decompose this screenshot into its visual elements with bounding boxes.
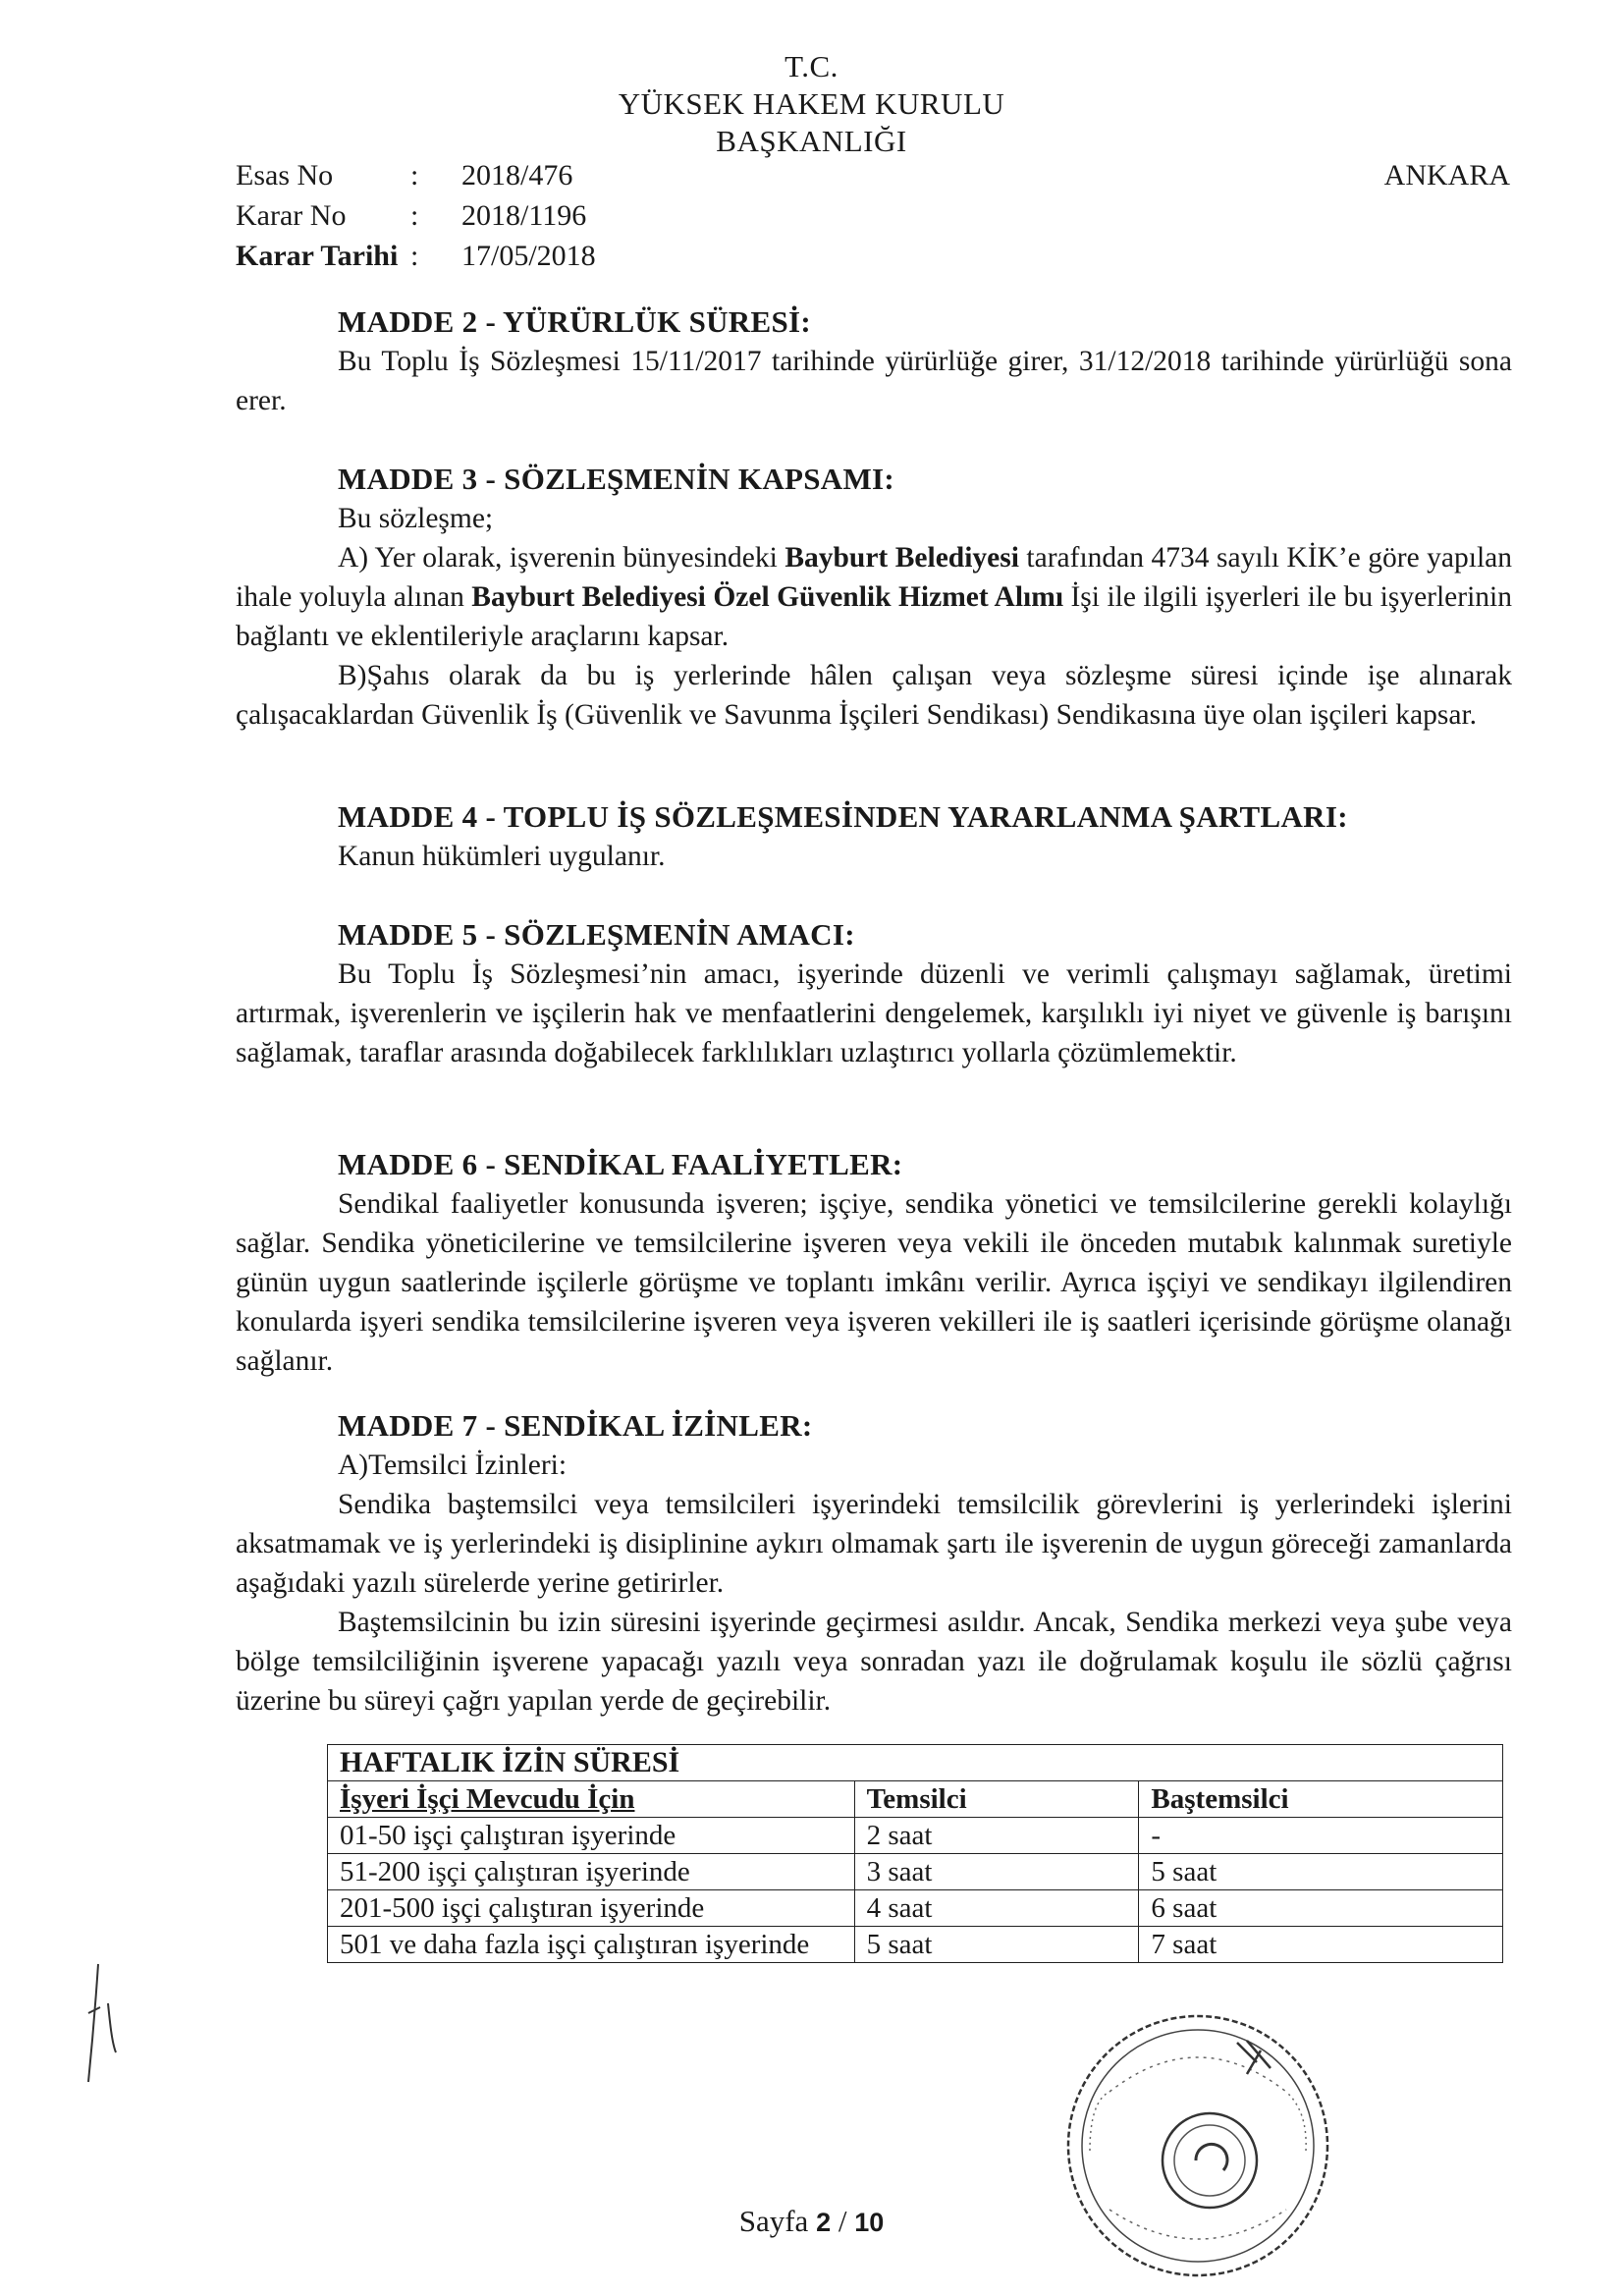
table-header-row [328,1781,1503,1818]
article-paragraph: Bu sözleşme; [338,503,494,534]
case-metadata [236,155,596,276]
table-caption: HAFTALIK İZİN SÜRESİ [328,1745,1503,1781]
article-7 [236,1406,1512,1721]
header-tc: T.C. [784,49,839,83]
page-footer [0,2204,1623,2239]
article-title: MADDE 6 - SENDİKAL FAALİYETLER: [338,1147,903,1181]
meta-value: 2018/476 [461,159,573,191]
column-header: Temsilci [854,1781,1139,1818]
article-title: MADDE 7 - SENDİKAL İZİNLER: [338,1408,813,1443]
karar-tarihi-row [236,236,596,276]
text-run: tarafından 4734 sayılı KİK’e göre yapılan ihale yoluyla alınan [236,542,1512,613]
table-cell: - [1139,1818,1503,1854]
meta-label: Esas No [236,159,334,191]
meta-label: Karar Tarihi [236,240,399,272]
official-seal-icon [1051,2003,1345,2288]
table-cell: 6 saat [1139,1890,1503,1927]
page-prefix: Sayfa [738,2204,817,2238]
article-title: MADDE 5 - SÖZLEŞMENİN AMACI: [338,917,855,952]
bold-text-run: Bayburt Belediyesi [784,542,1019,574]
meta-colon: : [410,240,419,272]
meta-colon: : [410,159,419,191]
article-paragraph: Baştemsilcinin bu izin süresini işyerinde geçirmesi asıldır. Ancak, Sendika merkezi veya şube veya bölge temsilciliğinin işverene yapacağı yazılı veya sonradan yazı ile doğrulamak koşulu ile sözlü çağrısı üzerine bu süreyi çağrı yapılan yerde de geçirebilir. [236,1607,1512,1717]
table-caption-row [328,1745,1503,1781]
column-header: Baştemsilci [1139,1781,1503,1818]
table-cell: 7 saat [1139,1927,1503,1963]
article-paragraph: A)Temsilci İzinleri: [338,1449,568,1481]
article-paragraph: Bu Toplu İş Sözleşmesi’nin amacı, işyerinde düzenli ve verimli çalışmayı sağlamak, üretimi artırmak, işverenlerin ve işçilerin hak ve menfaatlerini dengelemek, karşılıklı iyi niyet ve güvenle iş barışını sağlamak, taraflar arasında doğabilecek farklılıkları uzlaştırıcı yollarla çözümlemektir. [236,958,1512,1068]
article-paragraph: Bu Toplu İş Sözleşmesi 15/11/2017 tarihinde yürürlüğe girer, 31/12/2018 tarihinde yürürlüğü sona erer. [236,346,1512,416]
table-row [328,1890,1503,1927]
table-row [328,1927,1503,1963]
table-cell: 01-50 işçi çalıştıran işyerinde [328,1818,855,1854]
article-title: MADDE 2 - YÜRÜRLÜK SÜRESİ: [338,304,812,339]
column-header: İşyeri İşçi Mevcudu İçin [328,1781,855,1818]
meta-colon: : [410,199,419,232]
article-paragraph [236,538,1512,656]
table-cell: 2 saat [854,1818,1139,1854]
city-label: ANKARA [1383,159,1510,191]
header-presidency: BAŞKANLIĞI [716,124,907,158]
meta-label: Karar No [236,199,347,232]
text-run: İşi ile ilgili işyerleri ile bu işyerlerinin bağlantı ve eklentileriyle araçlarını kapsar. [236,581,1512,652]
bold-text-run: Bayburt Belediyesi Özel Güvenlik Hizmet Alımı [471,581,1064,613]
karar-no-row [236,195,596,236]
table-row [328,1854,1503,1890]
header-institution: YÜKSEK HAKEM KURULU [618,86,1005,121]
table-cell: 51-200 işçi çalıştıran işyerinde [328,1854,855,1890]
article-4 [236,797,1512,876]
page-separator: / [831,2204,855,2238]
article-paragraph: Sendikal faaliyetler konusunda işveren; işçiye, sendika yönetici ve temsilcilerine gerekli kolaylığı sağlar. Sendika yöneticilerine ve temsilcilerine işveren veya vekili ile önceden mutabık kalınmak suretiyle günün uygun saatlerinde işçilerle görüşme ve toplantı imkânı verilir. Ayrıca işçiyi ve sendikayı ilgilendiren konularda işyeri sendika temsilcilerine işveren veya işveren vekilleri ile iş saatleri içerisinde görüşme olanağı sağlanır. [236,1188,1512,1377]
article-title: MADDE 3 - SÖZLEŞMENİN KAPSAMI: [338,462,895,496]
article-paragraph: Sendika baştemsilci veya temsilcileri işyerindeki temsilcilik görevlerini iş yerlerindeki işlerini aksatmamak ve iş yerlerindeki iş disiplinine aykırı olmamak şartı ile işverenin de uygun göreceği zamanlarda aşağıdaki yazılı sürelerde yerine getirirler. [236,1489,1512,1599]
article-title: MADDE 4 - TOPLU İŞ SÖZLEŞMESİNDEN YARARLANMA ŞARTLARI: [338,799,1348,834]
page-total: 10 [854,2208,885,2237]
table-cell: 5 saat [1139,1854,1503,1890]
table-cell: 4 saat [854,1890,1139,1927]
table-row [328,1818,1503,1854]
page-number: 2 [816,2208,832,2237]
esas-no-row [236,155,596,195]
table-cell: 3 saat [854,1854,1139,1890]
article-6 [236,1145,1512,1381]
handwritten-initial-icon [69,1954,147,2092]
article-paragraph: B)Şahıs olarak da bu iş yerlerinde hâlen çalışan veya sözleşme süresi içinde işe alınarak çalışacaklardan Güvenlik İş (Güvenlik ve Savunma İşçileri Sendikası) Sendikasına üye olan işçileri kapsar. [236,660,1512,731]
meta-value: 17/05/2018 [461,240,596,272]
table-cell: 5 saat [854,1927,1139,1963]
article-paragraph: Kanun hükümleri uygulanır. [338,841,666,872]
article-3 [236,460,1512,735]
meta-value: 2018/1196 [461,199,587,232]
text-run: A) Yer olarak, işverenin bünyesindeki [338,542,785,574]
table-cell: 201-500 işçi çalıştıran işyerinde [328,1890,855,1927]
article-5 [236,915,1512,1072]
table-cell: 501 ve daha fazla işçi çalıştıran işyerinde [328,1927,855,1963]
weekly-leave-table [327,1744,1503,1963]
article-2 [236,302,1512,420]
